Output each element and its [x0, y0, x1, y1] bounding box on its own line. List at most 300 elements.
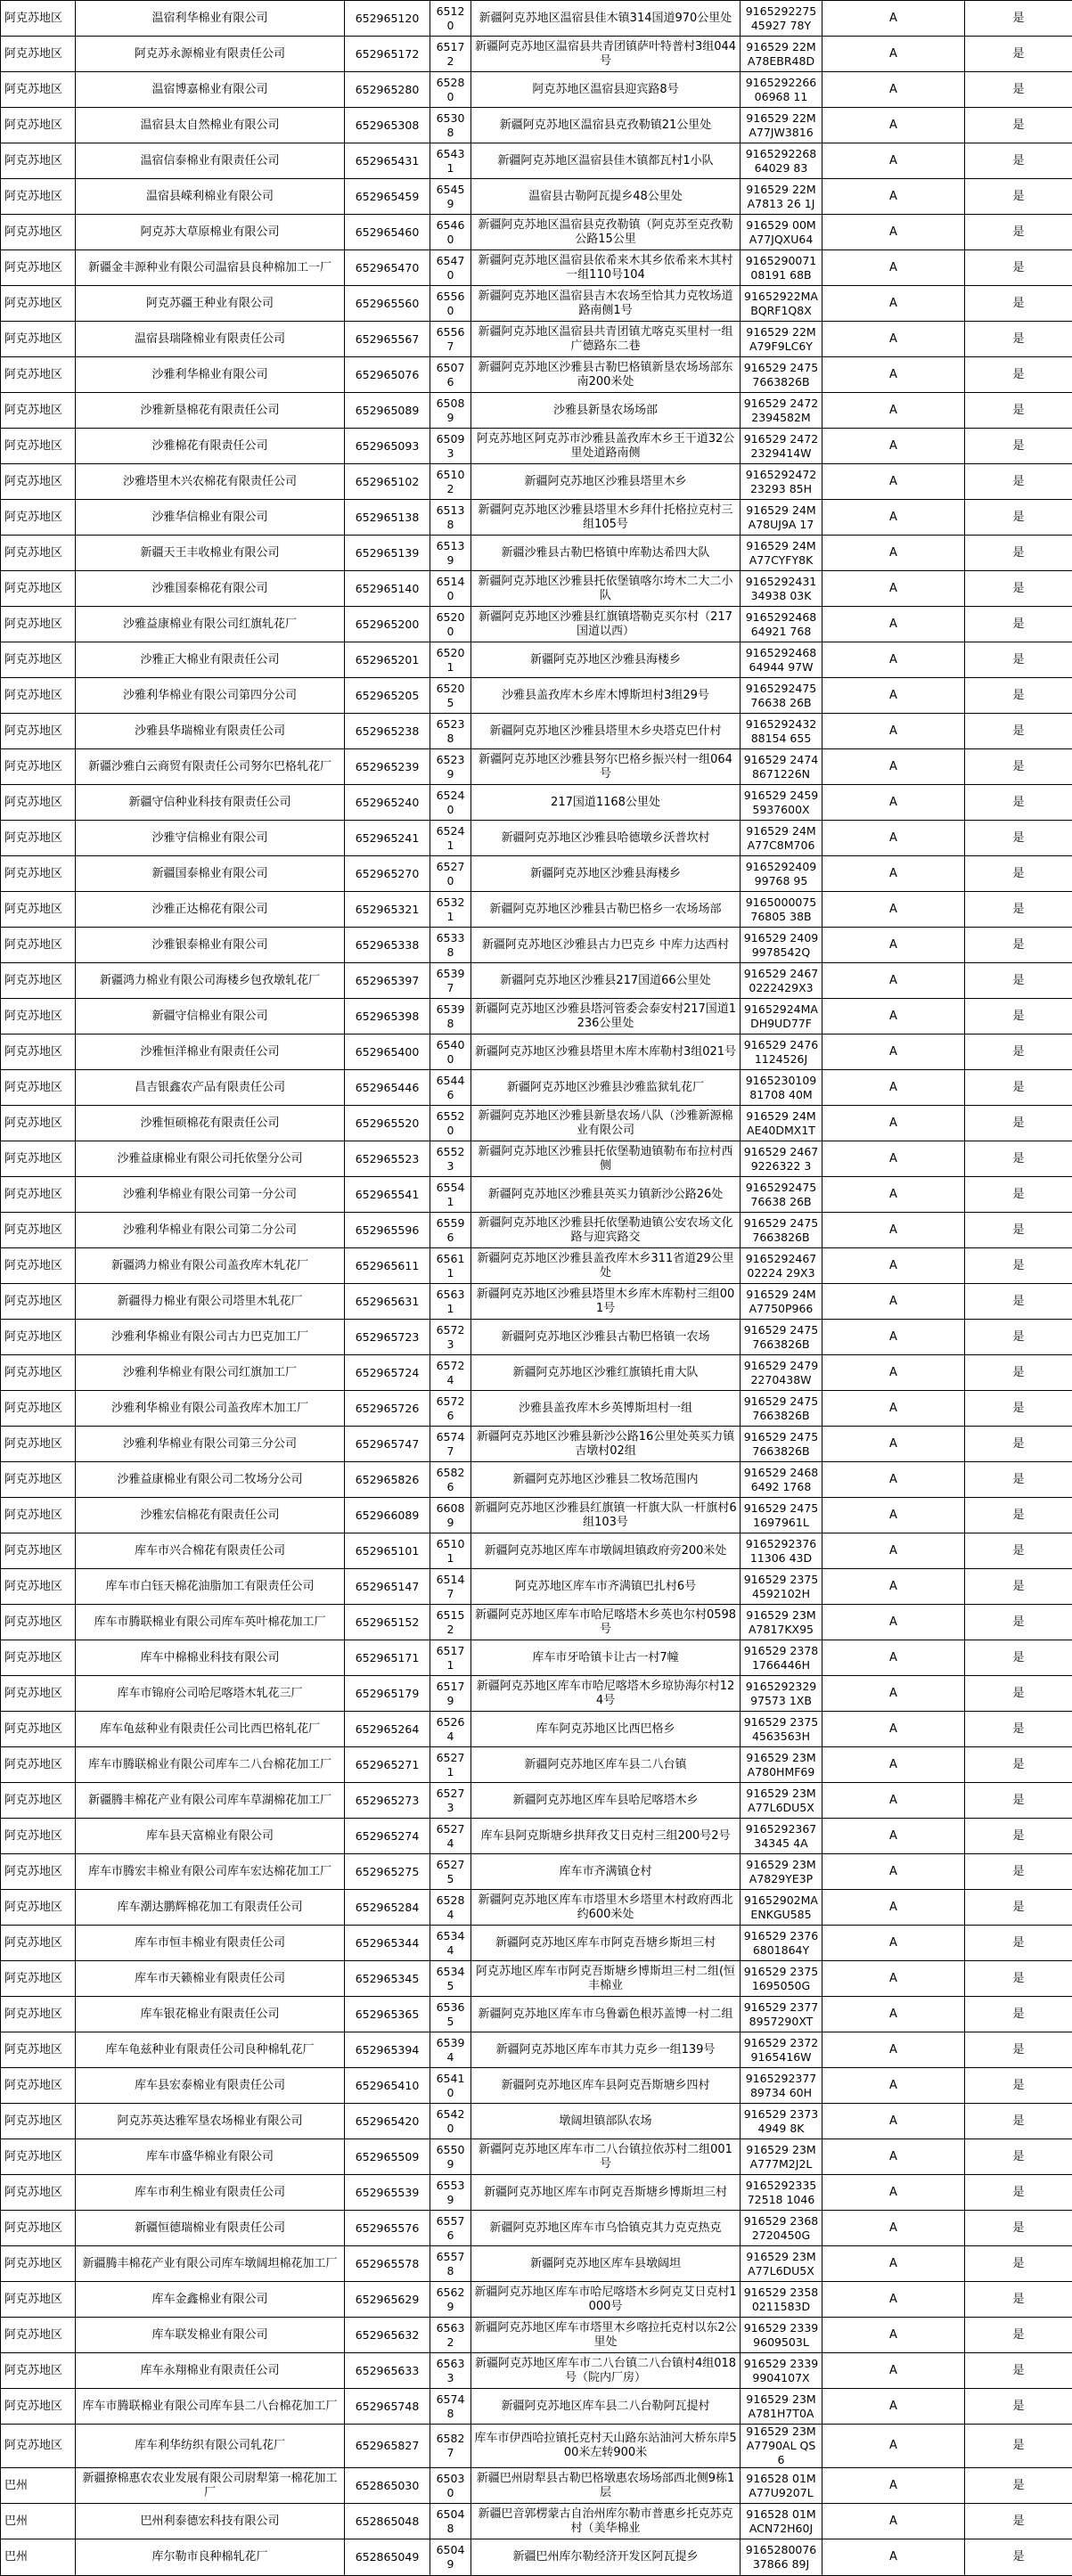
short-code-cell: 65431: [430, 143, 471, 179]
table-row: [1, 999, 1072, 1034]
credit-code-cell: 916528007637866 89J: [741, 2539, 822, 2576]
table-row: [1, 179, 1072, 215]
grade-cell: A: [822, 2032, 965, 2068]
short-code-cell: 65410: [430, 2068, 471, 2104]
org-code-cell: 652965238: [345, 714, 430, 749]
credit-code-cell: 916529 24722329414W: [741, 429, 822, 464]
table-row: [1, 215, 1072, 250]
qualified-cell: 是: [965, 1926, 1072, 1961]
table-row: [1, 1462, 1072, 1498]
address-cell: 新疆阿克苏地区库车市二八台镇拉依苏村二组001号: [471, 2139, 741, 2175]
address-cell: 新疆阿克苏地区库车市乌恰镇克其力克克热克: [471, 2211, 741, 2246]
table-row: [1, 2318, 1072, 2353]
region-cell: 阿克苏地区: [1, 999, 76, 1034]
qualified-cell: 是: [965, 2032, 1072, 2068]
grade-cell: A: [822, 1819, 965, 1854]
qualified-cell: 是: [965, 821, 1072, 856]
org-code-cell: 652965446: [345, 1070, 430, 1106]
region-cell: 阿克苏地区: [1, 215, 76, 250]
qualified-cell: 是: [965, 1070, 1072, 1106]
region-cell: 阿克苏地区: [1, 1997, 76, 2032]
table-row: [1, 143, 1072, 179]
region-cell: 阿克苏地区: [1, 1676, 76, 1712]
region-cell: 阿克苏地区: [1, 322, 76, 357]
qualified-cell: 是: [965, 642, 1072, 678]
region-cell: 阿克苏地区: [1, 571, 76, 607]
org-code-cell: 652965152: [345, 1605, 430, 1640]
credit-code-cell: 916529237789734 60H: [741, 2068, 822, 2104]
short-code-cell: 65093: [430, 429, 471, 464]
grade-cell: A: [822, 1141, 965, 1177]
region-cell: 阿克苏地区: [1, 1284, 76, 1320]
qualified-cell: 是: [965, 1997, 1072, 2032]
grade-cell: A: [822, 1961, 965, 1997]
short-code-cell: 65271: [430, 1747, 471, 1783]
org-code-cell: 652965093: [345, 429, 430, 464]
region-cell: 阿克苏地区: [1, 37, 76, 72]
short-code-cell: 65632: [430, 2318, 471, 2353]
credit-code-cell: 916529247223293 85H: [741, 464, 822, 500]
region-cell: 阿克苏地区: [1, 500, 76, 536]
org-code-cell: 652965460: [345, 215, 430, 250]
short-code-cell: 66089: [430, 1498, 471, 1533]
address-cell: 沙雅县盖孜库木乡库木博斯坦村3组29号: [471, 678, 741, 714]
grade-cell: A: [822, 1213, 965, 1248]
qualified-cell: 是: [965, 1213, 1072, 1248]
company-name-cell: 温宿利华棉业有限公司: [76, 1, 345, 37]
company-name-cell: 沙雅利华棉业有限公司古力巴克加工厂: [76, 1320, 345, 1355]
qualified-cell: 是: [965, 1427, 1072, 1462]
short-code-cell: 65238: [430, 714, 471, 749]
company-name-cell: 沙雅恒洋棉业有限责任公司: [76, 1034, 345, 1070]
qualified-cell: 是: [965, 1890, 1072, 1926]
company-name-cell: 库车金鑫棉业有限公司: [76, 2282, 345, 2318]
grade-cell: A: [822, 357, 965, 393]
credit-code-cell: 916529243134938 03K: [741, 571, 822, 607]
address-cell: 新疆阿克苏地区库车市墩阔坦镇政府旁200米处: [471, 1533, 741, 1569]
org-code-cell: 652965089: [345, 393, 430, 429]
company-name-cell: 库车市腾联棉业有限公司库车英叶棉花加工厂: [76, 1605, 345, 1640]
address-cell: 沙雅县盖孜库木乡英博斯坦村一组: [471, 1391, 741, 1427]
company-name-cell: 沙雅利华棉业有限公司第四分公司: [76, 678, 345, 714]
region-cell: 阿克苏地区: [1, 2032, 76, 2068]
credit-code-cell: 916529 24792270438W: [741, 1355, 822, 1391]
grade-cell: A: [822, 607, 965, 642]
credit-code-cell: 916529 23682720450G: [741, 2211, 822, 2246]
address-cell: 新疆巴州尉犁县古勒巴格墩惠农场场部西北侧9栋1层: [471, 2468, 741, 2504]
table-row: [1, 1427, 1072, 1462]
address-cell: 新疆阿克苏地区库车市其力克乡一组139号: [471, 2032, 741, 2068]
region-cell: 阿克苏地区: [1, 72, 76, 108]
org-code-cell: 652965284: [345, 1890, 430, 1926]
company-name-cell: 温宿县瑞隆棉业有限责任公司: [76, 322, 345, 357]
grade-cell: A: [822, 1177, 965, 1213]
table-row: [1, 2175, 1072, 2211]
org-code-cell: 652965632: [345, 2318, 430, 2353]
company-name-cell: 温宿信泰棉业有限责任公司: [76, 143, 345, 179]
org-code-cell: 652965470: [345, 250, 430, 286]
address-cell: 新疆阿克苏地区沙雅县海楼乡: [471, 642, 741, 678]
company-name-cell: 库车利华纺织有限公司轧花厂: [76, 2425, 345, 2468]
grade-cell: A: [822, 1569, 965, 1605]
table-row: [1, 1569, 1072, 1605]
qualified-cell: 是: [965, 2318, 1072, 2353]
short-code-cell: 65747: [430, 1427, 471, 1462]
credit-code-cell: 91652924MADH9UD77F: [741, 999, 822, 1034]
address-cell: 阿克苏地区库车市齐满镇巴扎村6号: [471, 1569, 741, 1605]
region-cell: 阿克苏地区: [1, 785, 76, 821]
credit-code-cell: 91652922MABQRF1Q8X: [741, 286, 822, 322]
region-cell: 阿克苏地区: [1, 856, 76, 892]
qualified-cell: 是: [965, 1712, 1072, 1747]
short-code-cell: 65338: [430, 928, 471, 963]
credit-code-cell: 916529 24595937600X: [741, 785, 822, 821]
qualified-cell: 是: [965, 749, 1072, 785]
credit-code-cell: 916529 23734949 8K: [741, 2104, 822, 2139]
grade-cell: A: [822, 1106, 965, 1141]
company-name-cell: 新疆得力棉业有限公司塔里木轧花厂: [76, 1284, 345, 1320]
qualified-cell: 是: [965, 999, 1072, 1034]
credit-code-cell: 916529240999768 95: [741, 856, 822, 892]
region-cell: 阿克苏地区: [1, 1712, 76, 1747]
grade-cell: A: [822, 1284, 965, 1320]
org-code-cell: 652965275: [345, 1854, 430, 1890]
table-row: [1, 1640, 1072, 1676]
org-code-cell: 652965200: [345, 607, 430, 642]
org-code-cell: 652965576: [345, 2211, 430, 2246]
address-cell: 库车阿克苏地区比西巴格乡: [471, 1712, 741, 1747]
org-code-cell: 652965120: [345, 1, 430, 37]
org-code-cell: 652965596: [345, 1213, 430, 1248]
org-code-cell: 652965629: [345, 2282, 430, 2318]
short-code-cell: 65397: [430, 963, 471, 999]
table-row: [1, 678, 1072, 714]
short-code-cell: 65308: [430, 108, 471, 143]
credit-code-cell: 916529 24MA77CYFY8K: [741, 536, 822, 571]
grade-cell: A: [822, 749, 965, 785]
credit-code-cell: 916529 24MA78UJ9A 17: [741, 500, 822, 536]
qualified-cell: 是: [965, 2468, 1072, 2504]
address-cell: 新疆阿克苏地区库车市哈尼喀塔木乡阿克艾日克村1000号: [471, 2282, 741, 2318]
org-code-cell: 652965410: [345, 2068, 430, 2104]
company-name-cell: 阿克苏永源棉业有限责任公司: [76, 37, 345, 72]
region-cell: 阿克苏地区: [1, 2389, 76, 2425]
region-cell: 阿克苏地区: [1, 1070, 76, 1106]
org-code-cell: 652965724: [345, 1355, 430, 1391]
company-name-cell: 新疆恒德瑞棉业有限责任公司: [76, 2211, 345, 2246]
grade-cell: A: [822, 2353, 965, 2389]
table-row: [1, 1819, 1072, 1854]
credit-code-cell: 916529246864921 768: [741, 607, 822, 642]
grade-cell: A: [822, 1355, 965, 1391]
region-cell: 阿克苏地区: [1, 2211, 76, 2246]
qualified-cell: 是: [965, 1783, 1072, 1819]
org-code-cell: 652965147: [345, 1569, 430, 1605]
company-name-cell: 沙雅恒硕棉花有限责任公司: [76, 1106, 345, 1141]
grade-cell: A: [822, 2246, 965, 2282]
short-code-cell: 65120: [430, 1, 471, 37]
grade-cell: A: [822, 108, 965, 143]
company-name-cell: 沙雅利华棉业有限公司红旗加工厂: [76, 1355, 345, 1391]
company-name-cell: 阿克苏英达雅军垦农场棉业有限公司: [76, 2104, 345, 2139]
table-row: [1, 1141, 1072, 1177]
address-cell: 新疆阿克苏地区温宿县克孜勒镇（阿克苏至克孜勒公路15公里: [471, 215, 741, 250]
credit-code-cell: 916529 23MA780HMF69: [741, 1747, 822, 1783]
company-name-cell: 沙雅国泰棉花有限公司: [76, 571, 345, 607]
qualified-cell: 是: [965, 1320, 1072, 1355]
table-row: [1, 37, 1072, 72]
grade-cell: A: [822, 892, 965, 928]
short-code-cell: 65631: [430, 1284, 471, 1320]
table-row: [1, 500, 1072, 536]
company-name-cell: 沙雅益康棉业有限公司红旗轧花厂: [76, 607, 345, 642]
short-code-cell: 65239: [430, 749, 471, 785]
credit-code-cell: 916528 01MA77U9207L: [741, 2468, 822, 2504]
table-row: [1, 571, 1072, 607]
org-code-cell: 652965076: [345, 357, 430, 393]
qualified-cell: 是: [965, 1391, 1072, 1427]
address-cell: 新疆阿克苏地区沙雅县努尔巴格乡振兴村一组064号: [471, 749, 741, 785]
grade-cell: A: [822, 1, 965, 37]
region-cell: 阿克苏地区: [1, 108, 76, 143]
credit-code-cell: 916529 24MAE40DMX1T: [741, 1106, 822, 1141]
grade-cell: A: [822, 2389, 965, 2425]
org-code-cell: 652965539: [345, 2175, 430, 2211]
table-row: [1, 2246, 1072, 2282]
grade-cell: A: [822, 1533, 965, 1569]
short-code-cell: 65446: [430, 1070, 471, 1106]
table-row: [1, 1106, 1072, 1141]
credit-code-cell: 916529 23MA781H7T0A: [741, 2389, 822, 2425]
region-cell: 巴州: [1, 2504, 76, 2539]
table-row: [1, 1961, 1072, 1997]
company-name-cell: 新疆腾丰棉花产业有限公司库车墩阔坦棉花加工厂: [76, 2246, 345, 2282]
qualified-cell: 是: [965, 357, 1072, 393]
grade-cell: A: [822, 1712, 965, 1747]
qualified-cell: 是: [965, 37, 1072, 72]
org-code-cell: 652965431: [345, 143, 430, 179]
grade-cell: A: [822, 678, 965, 714]
short-code-cell: 65241: [430, 821, 471, 856]
company-name-cell: 库车县宏泰棉业有限责任公司: [76, 2068, 345, 2104]
short-code-cell: 65049: [430, 2539, 471, 2576]
org-code-cell: 652965397: [345, 963, 430, 999]
company-name-cell: 温宿县嵘利棉业有限公司: [76, 179, 345, 215]
org-code-cell: 652865030: [345, 2468, 430, 2504]
table-row: [1, 1747, 1072, 1783]
grade-cell: A: [822, 2068, 965, 2104]
short-code-cell: 65200: [430, 607, 471, 642]
address-cell: 新疆阿克苏地区温宿县吉木农场至恰其力克牧场道路南侧1号: [471, 286, 741, 322]
company-name-cell: 新疆守信棉业有限公司: [76, 999, 345, 1034]
grade-cell: A: [822, 1034, 965, 1070]
company-name-cell: 沙雅正大棉业有限责任公司: [76, 642, 345, 678]
table-row: [1, 1676, 1072, 1712]
qualified-cell: 是: [965, 678, 1072, 714]
qualified-cell: 是: [965, 322, 1072, 357]
table-row: [1, 286, 1072, 322]
short-code-cell: 65541: [430, 1177, 471, 1213]
company-name-cell: 库车市兴合棉花有限责任公司: [76, 1533, 345, 1569]
credit-code-cell: 916529 23778957290XT: [741, 1997, 822, 2032]
company-name-cell: 阿克苏疆王种业有限公司: [76, 286, 345, 322]
region-cell: 阿克苏地区: [1, 1355, 76, 1391]
short-code-cell: 65748: [430, 2389, 471, 2425]
credit-code-cell: 916529226864029 83: [741, 143, 822, 179]
table-row: [1, 1213, 1072, 1248]
qualified-cell: 是: [965, 2425, 1072, 2468]
table-row: [1, 1783, 1072, 1819]
table-row: [1, 963, 1072, 999]
org-code-cell: 652865048: [345, 2504, 430, 2539]
table-row: [1, 1070, 1072, 1106]
org-code-cell: 652965400: [345, 1034, 430, 1070]
credit-code-cell: 916529 23399904107X: [741, 2353, 822, 2389]
org-code-cell: 652965631: [345, 1284, 430, 1320]
short-code-cell: 65560: [430, 286, 471, 322]
qualified-cell: 是: [965, 1, 1072, 37]
region-cell: 阿克苏地区: [1, 250, 76, 286]
address-cell: 新疆阿克苏地区沙雅县塔河管委会泰安村217国道1236公里处: [471, 999, 741, 1034]
credit-code-cell: 916529 23399609503L: [741, 2318, 822, 2353]
address-cell: 新疆阿克苏地区沙雅县古力巴克乡 中库力达西村: [471, 928, 741, 963]
qualified-cell: 是: [965, 1854, 1072, 1890]
company-name-cell: 沙雅银泰棉业有限公司: [76, 928, 345, 963]
address-cell: 新疆阿克苏地区温宿县佳木镇314国道970公里处: [471, 1, 741, 37]
table-row: [1, 464, 1072, 500]
region-cell: 阿克苏地区: [1, 1854, 76, 1890]
address-cell: 新疆阿克苏地区沙雅县海楼乡: [471, 856, 741, 892]
qualified-cell: 是: [965, 143, 1072, 179]
address-cell: 新疆阿克苏地区沙雅县塔里木乡央塔克巴什村: [471, 714, 741, 749]
short-code-cell: 65827: [430, 2425, 471, 2468]
qualified-cell: 是: [965, 1640, 1072, 1676]
region-cell: 阿克苏地区: [1, 179, 76, 215]
company-name-cell: 库尔勒市良种棉轧花厂: [76, 2539, 345, 2576]
qualified-cell: 是: [965, 2389, 1072, 2425]
address-cell: 新疆阿克苏地区沙雅县沙雅监狱轧花厂: [471, 1070, 741, 1106]
address-cell: 新疆沙雅县古勒巴格镇中库勒达希四大队: [471, 536, 741, 571]
org-code-cell: 652965273: [345, 1783, 430, 1819]
table-row: [1, 714, 1072, 749]
grade-cell: A: [822, 571, 965, 607]
org-code-cell: 652965201: [345, 642, 430, 678]
org-code-cell: 652965398: [345, 999, 430, 1034]
qualified-cell: 是: [965, 1961, 1072, 1997]
org-code-cell: 652965338: [345, 928, 430, 963]
credit-code-cell: 916529 23MA7829YE3P: [741, 1854, 822, 1890]
credit-code-cell: 916529 23MA777M2J2L: [741, 2139, 822, 2175]
company-name-cell: 沙雅华信棉业有限公司: [76, 500, 345, 536]
region-cell: 阿克苏地区: [1, 1569, 76, 1605]
company-name-cell: 沙雅利华棉业有限公司第二分公司: [76, 1213, 345, 1248]
region-cell: 阿克苏地区: [1, 1783, 76, 1819]
credit-code-cell: 916529 23MA7790AL QS6: [741, 2425, 822, 2468]
region-cell: 阿克苏地区: [1, 1213, 76, 1248]
org-code-cell: 652965179: [345, 1676, 430, 1712]
address-cell: 新疆阿克苏地区库车市塔里木乡喀拉托克村以东2公里处: [471, 2318, 741, 2353]
qualified-cell: 是: [965, 2504, 1072, 2539]
address-cell: 新疆阿克苏地区沙雅县塔里木库木库勒村3组021号: [471, 1034, 741, 1070]
table-row: [1, 2425, 1072, 2468]
company-name-cell: 沙雅利华棉业有限公司: [76, 357, 345, 393]
grade-cell: A: [822, 1320, 965, 1355]
address-cell: 沙雅县新垦农场场部: [471, 393, 741, 429]
address-cell: 新疆阿克苏地区库车市哈尼喀塔木乡琼协海尔村124号: [471, 1676, 741, 1712]
address-cell: 新疆阿克苏地区沙雅县红旗镇一杆旗大队一杆旗村6组103号: [471, 1498, 741, 1533]
org-code-cell: 652965633: [345, 2353, 430, 2389]
grade-cell: A: [822, 1997, 965, 2032]
org-code-cell: 652965420: [345, 2104, 430, 2139]
credit-code-cell: 916529246702224 29X3: [741, 1248, 822, 1284]
short-code-cell: 65147: [430, 1569, 471, 1605]
grade-cell: A: [822, 2104, 965, 2139]
grade-cell: A: [822, 393, 965, 429]
credit-code-cell: 916529 24670222429X3: [741, 963, 822, 999]
credit-code-cell: 916529226606968 11: [741, 72, 822, 108]
org-code-cell: 652965560: [345, 286, 430, 322]
region-cell: 阿克苏地区: [1, 892, 76, 928]
table-row: [1, 1355, 1072, 1391]
short-code-cell: 65724: [430, 1355, 471, 1391]
org-code-cell: 652965271: [345, 1747, 430, 1783]
table-row: [1, 393, 1072, 429]
org-code-cell: 652965611: [345, 1248, 430, 1284]
org-code-cell: 652965541: [345, 1177, 430, 1213]
table-row: [1, 250, 1072, 286]
credit-code-cell: 916529 24722394582M: [741, 393, 822, 429]
region-cell: 阿克苏地区: [1, 1141, 76, 1177]
short-code-cell: 65140: [430, 571, 471, 607]
company-name-cell: 新疆沙雅白云商贸有限责任公司努尔巴格轧花厂: [76, 749, 345, 785]
region-cell: 阿克苏地区: [1, 2353, 76, 2389]
org-code-cell: 652965138: [345, 500, 430, 536]
region-cell: 阿克苏地区: [1, 2104, 76, 2139]
org-code-cell: 652965345: [345, 1961, 430, 1997]
address-cell: 新疆阿克苏地区库车县哈尼喀塔木乡: [471, 1783, 741, 1819]
qualified-cell: 是: [965, 536, 1072, 571]
org-code-cell: 652965280: [345, 72, 430, 108]
company-name-cell: 沙雅利华棉业有限公司第一分公司: [76, 1177, 345, 1213]
short-code-cell: 65152: [430, 1605, 471, 1640]
company-name-cell: 新疆鸿力棉业有限公司盖孜库木轧花厂: [76, 1248, 345, 1284]
grade-cell: A: [822, 2139, 965, 2175]
table-row: [1, 2539, 1072, 2576]
address-cell: 新疆阿克苏地区库车市哈尼喀塔木乡英也尔村0598号: [471, 1605, 741, 1640]
company-name-cell: 沙雅守信棉业有限公司: [76, 821, 345, 856]
short-code-cell: 65321: [430, 892, 471, 928]
credit-code-cell: 916529 24748671226N: [741, 749, 822, 785]
credit-code-cell: 916529 23729165416W: [741, 2032, 822, 2068]
qualified-cell: 是: [965, 1355, 1072, 1391]
short-code-cell: 65102: [430, 464, 471, 500]
table-row: [1, 108, 1072, 143]
grade-cell: A: [822, 1462, 965, 1498]
grade-cell: A: [822, 2175, 965, 2211]
org-code-cell: 652965274: [345, 1819, 430, 1854]
table-row: [1, 749, 1072, 785]
org-code-cell: 652965308: [345, 108, 430, 143]
short-code-cell: 65101: [430, 1533, 471, 1569]
region-cell: 阿克苏地区: [1, 1391, 76, 1427]
credit-code-cell: 916529236734345 4A: [741, 1819, 822, 1854]
company-name-cell: 昌吉银鑫农产品有限责任公司: [76, 1070, 345, 1106]
address-cell: 新疆巴音郭楞蒙古自治州库尔勒市普惠乡托克苏克村（美华棉业: [471, 2504, 741, 2539]
company-name-cell: 沙雅益康棉业有限公司二牧场分公司: [76, 1462, 345, 1498]
grade-cell: A: [822, 179, 965, 215]
short-code-cell: 65280: [430, 72, 471, 108]
qualified-cell: 是: [965, 714, 1072, 749]
